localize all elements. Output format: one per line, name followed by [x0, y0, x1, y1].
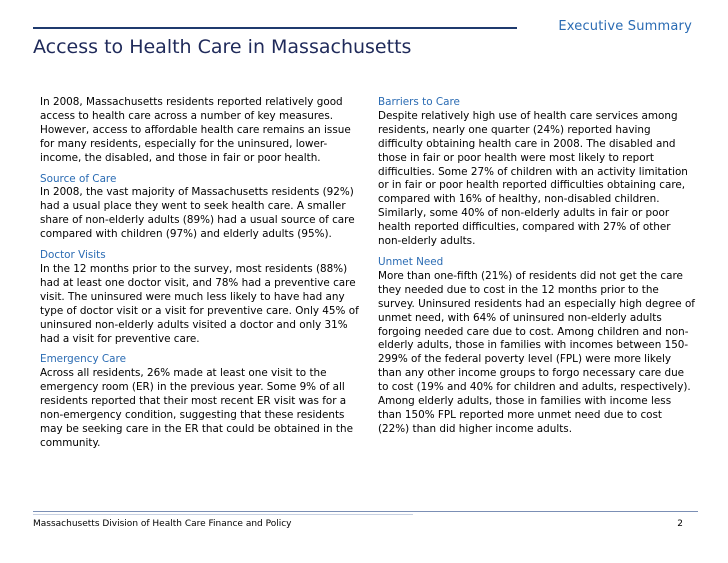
footer-rule-secondary: [33, 514, 413, 515]
section-heading-doctor-visits: Doctor Visits: [40, 249, 106, 262]
section-heading-source-of-care: Source of Care: [40, 172, 117, 185]
section-heading-emergency-care: Emergency Care: [40, 353, 126, 366]
section-label: Executive Summary: [558, 19, 692, 34]
footer-rule: [33, 511, 698, 512]
section-body-source-of-care: In 2008, the vast majority of Massachusetts residents (92%) had a usual place they went to seek health care. A smaller share of non-elderly adults (89%) had a usual source of care compared with children (97%) and elderly adults (95%).: [40, 186, 355, 241]
page-title: Access to Health Care in Massachusetts: [33, 36, 412, 58]
footer-organization: Massachusetts Division of Health Care Finance and Policy: [33, 519, 292, 529]
intro-paragraph: In 2008, Massachusetts residents reported relatively good access to health care across a number of key measures. However, access to affordable health care remains an issue for many residents, especially for the uninsured, lower-income, the disabled, and those in fair or poor health.: [40, 96, 351, 164]
page-number: 2: [677, 519, 683, 529]
section-body-emergency-care: Across all residents, 26% made at least one visit to the emergency room (ER) in the previous year. Some 9% of all residents reported that their most recent ER visit was for a non-emergency condition, suggesting that these residents may be seeking care in the ER that could be obtained in the community.: [40, 367, 353, 449]
section-heading-barriers-to-care: Barriers to Care: [378, 96, 460, 108]
header-rule: [33, 27, 517, 29]
section-body-doctor-visits: In the 12 months prior to the survey, most residents (88%) had at least one doctor visit, and 78% had a preventive care visit. The uninsured were much less likely to have had any type of doctor visit or a visit for preventive care. Only 45% of uninsured non-elderly adults visited a doctor and only 31% had a visit for preventive care.: [40, 262, 359, 345]
section-body-barriers-to-care: Despite relatively high use of health care services among residents, nearly one quarter (24%) reported having difficulty obtaining health care in 2008. The disabled and those in fair or poor health were most likely to report difficulties. Some 27% of children with an activity limitation or in fair or poor health reported difficulties obtaining care, compared with 16% of healthy, non-disabled children. Similarly, some 40% of non-elderly adults in fair or poor health reported difficulties, compared with 27% of other non-elderly adults.: [378, 109, 688, 248]
right-column: [378, 96, 696, 444]
section-heading-unmet-need: Unmet Need: [378, 255, 444, 268]
left-column: [40, 96, 360, 458]
section-body-unmet-need: More than one-fifth (21%) of residents did not get the care they needed due to cost in the 12 months prior to the survey. Uninsured residents had an especially high degree of unmet need, with 64% of uninsured non-elderly adults forgoing needed care due to cost. Among children and non-elderly adults, those in families with incomes between 150-299% of the federal poverty level (FPL) were more likely than any other income groups to forgo necessary care due to cost (19% and 40% for children and adults, respectively). Among elderly adults, those in families with income less than 150% FPL reported more unmet need due to cost (22%) than did higher income adults.: [378, 269, 695, 435]
